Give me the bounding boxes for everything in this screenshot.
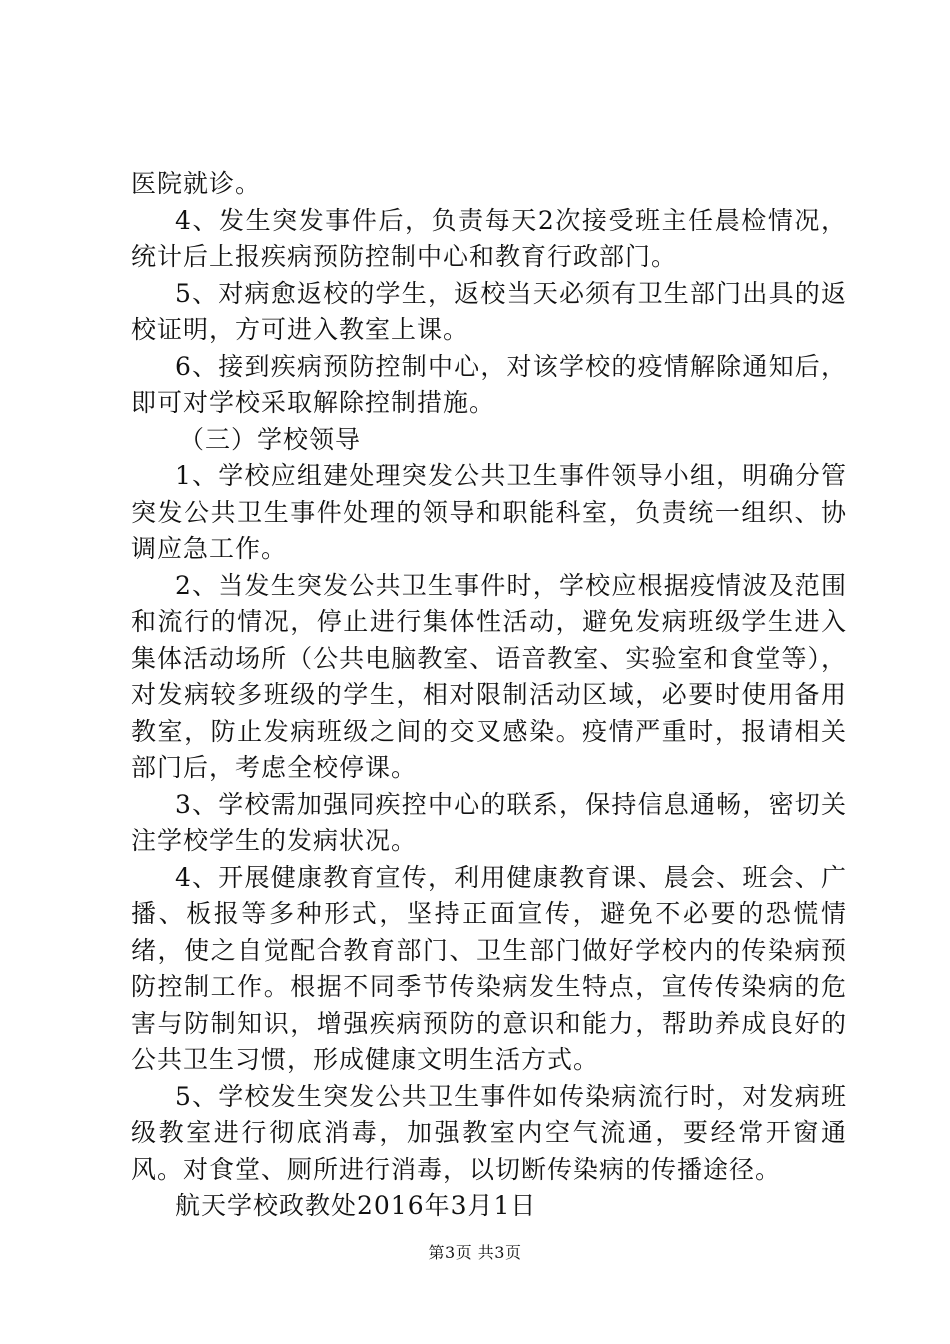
paragraph-leader-1: 1、学校应组建处理突发公共卫生事件领导小组，明确分管突发公共卫生事件处理的领导和职能科室，负责统一组织、协调应急工作。 — [131, 461, 847, 563]
paragraph-leader-3: 3、学校需加强同疾控中心的联系，保持信息通畅，密切关注学校学生的发病状况。 — [131, 789, 847, 855]
paragraph-leader-4: 4、开展健康教育宣传，利用健康教育课、晨会、班会、广播、板报等多种形式，坚持正面宣传，避免不必要的恐慌情绪，使之自觉配合教育部门、卫生部门做好学校内的传染病预防控制工作。根据不同季节传染病发生特点，宣传传染病的危害与防制知识，增强疾病预防的意识和能力，帮助养成良好的公共卫生习惯，形成健康文明生活方式。 — [131, 862, 847, 1074]
paragraph-item-5: 5、对病愈返校的学生，返校当天必须有卫生部门出具的返校证明，方可进入教室上课。 — [131, 278, 847, 344]
document-body — [131, 166, 847, 1225]
paragraph-continuation: 医院就诊。 — [131, 169, 262, 198]
paragraph-leader-5: 5、学校发生突发公共卫生事件如传染病流行时，对发病班级教室进行彻底消毒，加强教室内空气流通，要经常开窗通风。对食堂、厕所进行消毒，以切断传染病的传播途径。 — [131, 1081, 847, 1184]
page-footer: 第3页 共3页 — [428, 1243, 522, 1262]
paragraph-leader-2: 2、当发生突发公共卫生事件时，学校应根据疫情波及范围和流行的情况，停止进行集体性活动，避免发病班级学生进入集体活动场所（公共电脑教室、语音教室、实验室和食堂等），对发病较多班级的学生，相对限制活动区域，必要时使用备用教室，防止发病班级之间的交叉感染。疫情严重时，报请相关部门后，考虑全校停课。 — [131, 570, 847, 782]
section-heading: （三）学校领导 — [179, 424, 362, 454]
signature-line: 航天学校政教处2016年3月1日 — [175, 1191, 537, 1220]
paragraph-item-4: 4、发生突发事件后，负责每天2次接受班主任晨检情况，统计后上报疾病预防控制中心和教育行政部门。 — [131, 205, 847, 271]
paragraph-item-6: 6、接到疾病预防控制中心，对该学校的疫情解除通知后，即可对学校采取解除控制措施。 — [131, 351, 847, 417]
